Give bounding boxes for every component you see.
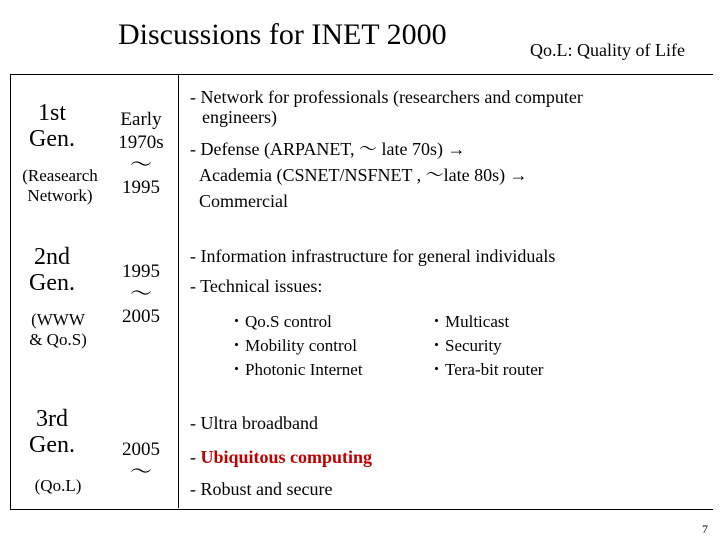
gen-1-bullet-2-cont-2: Commercial — [199, 191, 288, 211]
slide-title: Discussions for INET 2000 — [118, 18, 447, 51]
gen-1-period: Early 1970s ～ 1995 — [118, 109, 164, 198]
gen-2-label: (WWW & Qo.S) — [29, 310, 87, 349]
issue-item: ・Mobility control — [228, 336, 357, 355]
issue-item: ・Tera-bit router — [428, 360, 544, 379]
gen-2-title: 2nd Gen. — [29, 244, 75, 296]
gen-1-bullet-2: - Defense (ARPANET, ～ late 70s) → — [190, 139, 466, 159]
issue-item: ・Photonic Internet — [228, 360, 363, 379]
page-number: 7 — [702, 522, 708, 536]
gen-3-period: 2005 ～ — [122, 439, 160, 484]
gen-3-bullet-3: - Robust and secure — [190, 479, 333, 499]
gen-1-title: 1st Gen. — [29, 100, 75, 152]
gen-2-period: 1995 ～ 2005 — [122, 261, 160, 327]
issue-item: ・Qo.S control — [228, 312, 332, 331]
gen-1-bullet-1-cont: engineers) — [202, 107, 277, 127]
issue-item: ・Security — [428, 336, 502, 355]
gen-2-bullet-1: - Information infrastructure for general individuals — [190, 246, 556, 266]
gen-1-bullet-1: - Network for professionals (researchers and computer — [190, 87, 583, 107]
gen-3-label: (Qo.L) — [34, 476, 82, 495]
qol-note: Qo.L: Quality of Life — [530, 40, 685, 60]
ubiquitous-highlight: Ubiquitous computing — [200, 447, 373, 467]
gen-1-label: (Reasearch Network) — [22, 166, 98, 205]
issues-left-list — [228, 310, 363, 382]
gen-2-bullet-2: - Technical issues: — [190, 276, 323, 296]
gen-1-bullet-2-cont-1: Academia (CSNET/NSFNET , ～late 80s) → — [199, 165, 528, 185]
gen-3-bullet-1: - Ultra broadband — [190, 413, 318, 433]
issues-right-list — [428, 310, 543, 382]
gen-3-bullet-2: - Ubiquitous computing — [190, 447, 373, 467]
issue-item: ・Multicast — [428, 312, 510, 331]
gen-3-title: 3rd Gen. — [29, 406, 75, 458]
column-divider — [178, 74, 179, 508]
